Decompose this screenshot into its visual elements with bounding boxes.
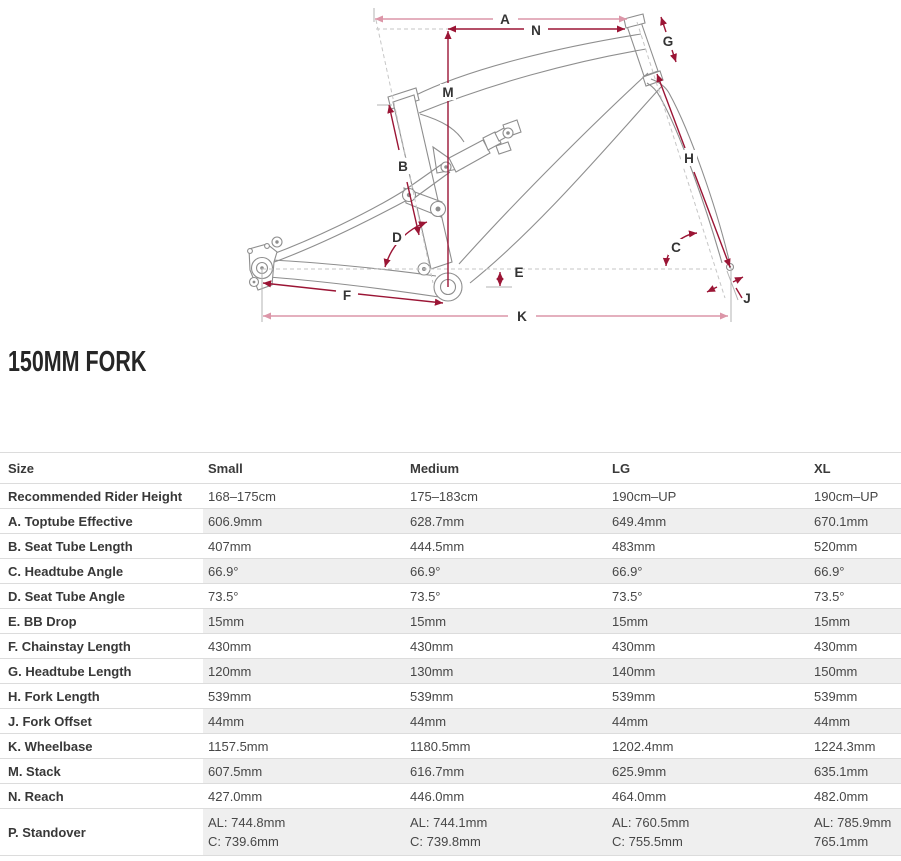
dim-label-j: J <box>743 291 751 306</box>
row-value: 1180.5mm <box>405 734 607 759</box>
fork-heading: 150MM FORK <box>8 346 147 378</box>
table-row <box>0 584 901 609</box>
row-value-line: AL: 744.1mm <box>410 815 488 830</box>
dim-label-n: N <box>531 23 541 38</box>
geometry-table <box>0 452 901 856</box>
row-value: 15mm <box>809 609 901 634</box>
dim-label-c: C <box>671 240 681 255</box>
row-value: 606.9mm <box>203 509 405 534</box>
row-value: 15mm <box>203 609 405 634</box>
row-value: 44mm <box>607 709 809 734</box>
dim-label-f: F <box>342 288 352 303</box>
row-value: 73.5° <box>405 584 607 609</box>
dim-label-h: H <box>684 151 694 166</box>
row-label: E. BB Drop <box>0 609 203 634</box>
row-value: 168–175cm <box>203 484 405 509</box>
row-value: 430mm <box>203 634 405 659</box>
row-label: F. Chainstay Length <box>0 634 203 659</box>
row-value: 44mm <box>405 709 607 734</box>
table-body <box>0 484 901 856</box>
row-value <box>607 809 809 856</box>
row-value: 407mm <box>203 534 405 559</box>
row-value: 430mm <box>607 634 809 659</box>
column-header: Medium <box>405 453 607 484</box>
row-value: 175–183cm <box>405 484 607 509</box>
row-value-line: C: 739.8mm <box>410 834 481 849</box>
dim-label-e: E <box>514 265 524 280</box>
row-value: 1202.4mm <box>607 734 809 759</box>
row-value: 73.5° <box>203 584 405 609</box>
row-value: 539mm <box>203 684 405 709</box>
row-value: 520mm <box>809 534 901 559</box>
row-value: 44mm <box>809 709 901 734</box>
row-value: 1157.5mm <box>203 734 405 759</box>
row-label: M. Stack <box>0 759 203 784</box>
row-label: A. Toptube Effective <box>0 509 203 534</box>
table-row <box>0 734 901 759</box>
row-value: 140mm <box>607 659 809 684</box>
row-value: 44mm <box>203 709 405 734</box>
row-value: 190cm–UP <box>809 484 901 509</box>
bike-geometry-diagram <box>0 0 901 340</box>
table-row <box>0 784 901 809</box>
row-value: 73.5° <box>607 584 809 609</box>
row-value-line: AL: 744.8mm <box>208 815 286 830</box>
row-value: 607.5mm <box>203 759 405 784</box>
table-row <box>0 659 901 684</box>
row-value: 66.9° <box>405 559 607 584</box>
row-value: 539mm <box>405 684 607 709</box>
row-label: Recommended Rider Height <box>0 484 203 509</box>
row-value <box>203 809 405 856</box>
row-value <box>809 809 901 856</box>
geometry-table-container <box>0 452 901 856</box>
row-value-line: C: 739.6mm <box>208 834 279 849</box>
table-header-row <box>0 453 901 484</box>
row-value: 1224.3mm <box>809 734 901 759</box>
row-value: 446.0mm <box>405 784 607 809</box>
dim-label-k: K <box>517 309 527 324</box>
row-value: 150mm <box>809 659 901 684</box>
row-label: N. Reach <box>0 784 203 809</box>
row-value: 464.0mm <box>607 784 809 809</box>
row-value: 66.9° <box>809 559 901 584</box>
row-value: 15mm <box>405 609 607 634</box>
row-value: 430mm <box>405 634 607 659</box>
dimension-lines <box>263 17 743 316</box>
row-value: 15mm <box>607 609 809 634</box>
row-value: 66.9° <box>203 559 405 584</box>
dim-label-m: M <box>442 85 454 100</box>
row-value: 670.1mm <box>809 509 901 534</box>
column-header: XL <box>809 453 901 484</box>
bike-frame-drawing <box>248 14 734 301</box>
row-label: J. Fork Offset <box>0 709 203 734</box>
row-value <box>405 809 607 856</box>
dimension-labels <box>339 11 751 324</box>
row-label: B. Seat Tube Length <box>0 534 203 559</box>
table-row <box>0 559 901 584</box>
row-value-line: AL: 785.9mm <box>814 815 892 830</box>
row-value: 444.5mm <box>405 534 607 559</box>
dim-label-g: G <box>662 34 674 49</box>
row-value: 66.9° <box>607 559 809 584</box>
column-header: Size <box>0 453 203 484</box>
row-value: 616.7mm <box>405 759 607 784</box>
row-value: 427.0mm <box>203 784 405 809</box>
dim-label-a: A <box>500 12 510 27</box>
table-row <box>0 534 901 559</box>
row-value: 190cm–UP <box>607 484 809 509</box>
row-value: 483mm <box>607 534 809 559</box>
table-row <box>0 634 901 659</box>
row-value: 628.7mm <box>405 509 607 534</box>
row-label: C. Headtube Angle <box>0 559 203 584</box>
row-value: 130mm <box>405 659 607 684</box>
row-label: P. Standover <box>0 809 203 856</box>
row-label: G. Headtube Length <box>0 659 203 684</box>
dim-label-b: B <box>398 159 408 174</box>
row-value: 625.9mm <box>607 759 809 784</box>
table-row <box>0 484 901 509</box>
table-row <box>0 759 901 784</box>
row-value: 649.4mm <box>607 509 809 534</box>
column-header: Small <box>203 453 405 484</box>
table-row <box>0 809 901 856</box>
row-value-line: 765.1mm <box>814 834 869 849</box>
column-header: LG <box>607 453 809 484</box>
row-value-line: C: 755.5mm <box>612 834 683 849</box>
row-value: 73.5° <box>809 584 901 609</box>
row-value-line: AL: 760.5mm <box>612 815 690 830</box>
row-value: 635.1mm <box>809 759 901 784</box>
row-value: 430mm <box>809 634 901 659</box>
table-row <box>0 609 901 634</box>
row-value: 539mm <box>809 684 901 709</box>
table-row <box>0 509 901 534</box>
row-label: K. Wheelbase <box>0 734 203 759</box>
dim-label-d: D <box>392 230 402 245</box>
row-value: 539mm <box>607 684 809 709</box>
row-label: H. Fork Length <box>0 684 203 709</box>
table-row <box>0 709 901 734</box>
row-label: D. Seat Tube Angle <box>0 584 203 609</box>
row-value: 120mm <box>203 659 405 684</box>
row-value: 482.0mm <box>809 784 901 809</box>
table-row <box>0 684 901 709</box>
